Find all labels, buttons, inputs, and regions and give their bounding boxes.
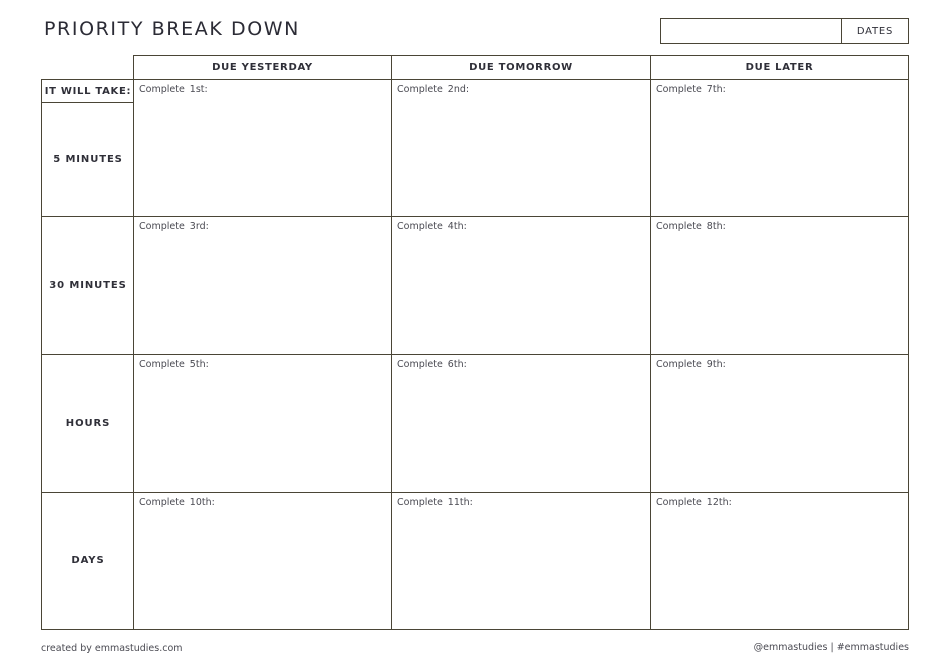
column-header-due-yesterday: DUE YESTERDAY bbox=[133, 55, 392, 80]
dates-box bbox=[660, 18, 909, 44]
task-cell[interactable]: Complete 5th: bbox=[139, 359, 209, 370]
footer-handle: @emmastudies | #emmastudies bbox=[753, 642, 909, 653]
dates-field[interactable] bbox=[661, 19, 842, 43]
row-label-text: DAYS bbox=[71, 555, 105, 566]
task-cell[interactable]: Complete 2nd: bbox=[397, 84, 470, 95]
dates-label: DATES bbox=[856, 25, 894, 37]
row-label-5-minutes bbox=[42, 103, 134, 216]
task-cell[interactable]: Complete 4th: bbox=[397, 221, 467, 232]
task-cell[interactable]: Complete 6th: bbox=[397, 359, 467, 370]
priority-grid bbox=[41, 79, 909, 630]
task-cell[interactable]: Complete 11th: bbox=[397, 497, 473, 508]
column-header-due-later: DUE LATER bbox=[650, 55, 909, 80]
task-cell[interactable]: Complete 9th: bbox=[656, 359, 726, 370]
task-cell[interactable]: Complete 7th: bbox=[656, 84, 726, 95]
row-label-text: HOURS bbox=[65, 417, 111, 429]
task-cell[interactable]: Complete 1st: bbox=[139, 84, 208, 95]
footer-credit: created by emmastudies.com bbox=[41, 643, 183, 654]
task-cell[interactable]: Complete 10th: bbox=[139, 497, 215, 508]
page-title: PRIORITY BREAK DOWN bbox=[44, 18, 300, 40]
row-label-text: 5 MINUTES bbox=[53, 153, 123, 165]
task-cell[interactable]: Complete 3rd: bbox=[139, 221, 209, 232]
row-label-30-minutes bbox=[42, 217, 134, 354]
row-label-hours bbox=[42, 355, 134, 492]
task-cell[interactable]: Complete 12th: bbox=[656, 497, 732, 508]
task-cell[interactable]: Complete 8th: bbox=[656, 221, 726, 232]
row-header-label: IT WILL TAKE: bbox=[44, 85, 132, 97]
column-header-due-tomorrow: DUE TOMORROW bbox=[391, 55, 651, 80]
row-label-days bbox=[42, 493, 134, 629]
row-label-text: 30 MINUTES bbox=[49, 279, 127, 291]
